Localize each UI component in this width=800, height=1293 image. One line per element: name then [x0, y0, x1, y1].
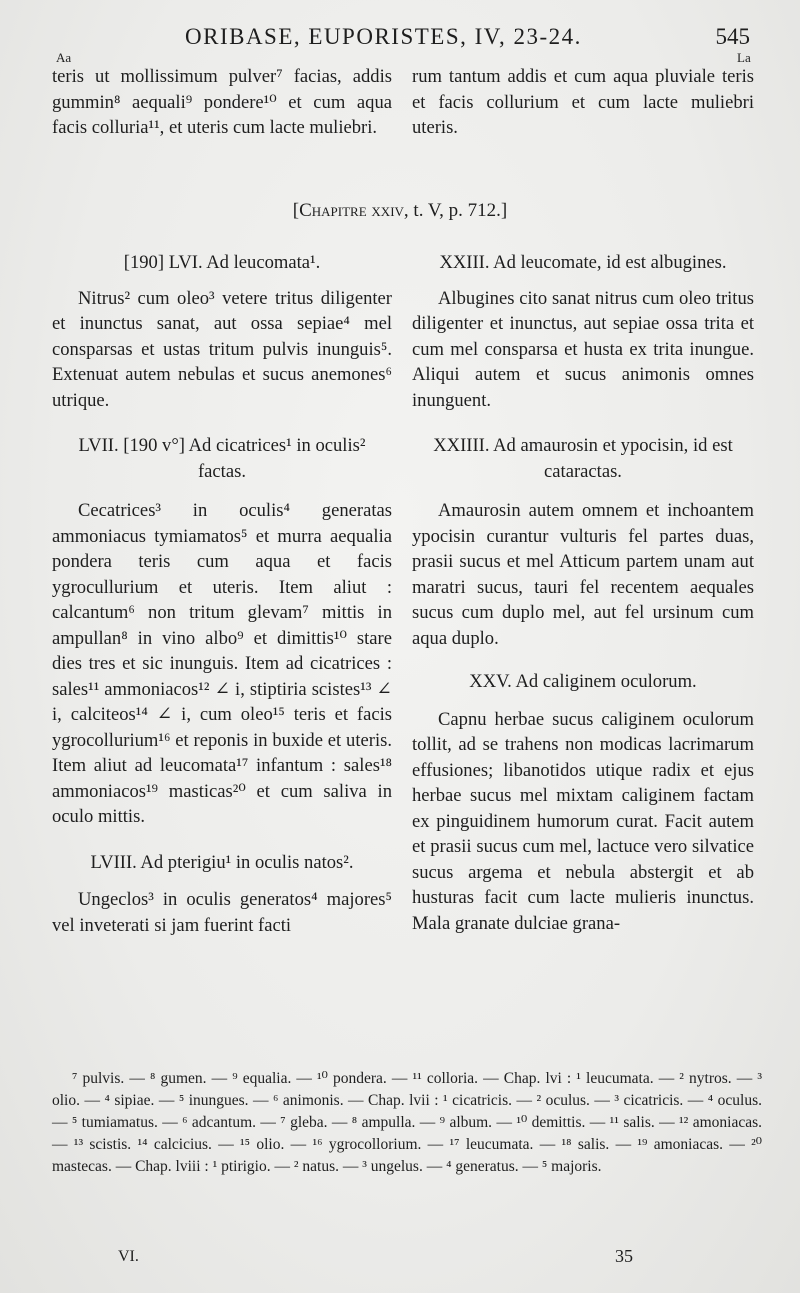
signature-mark: VI.: [118, 1248, 139, 1265]
running-head: [0, 24, 800, 54]
page-number: 545: [715, 24, 750, 49]
right-column: [412, 250, 754, 936]
chapter-reference: [Chapitre xxiv, t. V, p. 712.]: [292, 200, 508, 221]
section-heading-lvi: [190] LVI. Ad leucomata¹.: [123, 252, 321, 273]
section-heading-lvii: LVII. [190 v°] Ad cicatrices¹ in oculis² factas.: [78, 435, 366, 482]
top-left-paragraph: teris ut mollissimum pulver⁷ facias, addis gummin⁸ aequali⁹ pondere¹⁰ et cum aqua facis colluria¹¹, et uteris cum lacte muliebri.: [52, 66, 392, 138]
section-heading-xxiiii: XXIIII. Ad amaurosin et ypocisin, id est cataractas.: [433, 435, 733, 482]
footnote-text: ⁷ pulvis. — ⁸ gumen. — ⁹ equalia. — ¹⁰ pondera. — ¹¹ colloria. — Chap. lvi : ¹ leucumata. — ² nytros. — ³ olio. — ⁴ sipiae. — ⁵ inungues. — ⁶ animonis. — Chap. lvii : ¹ cicatricis. — ² oculus. — ³ cicatricis. — ⁴ oculus. — ⁵ tumiamatus. — ⁶ adcantum. — ⁷ gleba. — ⁸ ampulla. — ⁹ album. — ¹⁰ demittis. — ¹¹ salis. — ¹² amoniacas. — ¹³ scistis. ¹⁴ calcicius. — ¹⁵ olio. — ¹⁶ ygrocollorium. — ¹⁷ leucumata. — ¹⁸ salis. — ¹⁹ amoniacas. — ²⁰ mastecas. — Chap. lviii : ¹ ptirigio. — ² natus. — ³ ungelus. — ⁴ generatus. — ⁵ majoris.: [52, 1070, 762, 1175]
top-right-paragraph: rum tantum addis et cum aqua pluviale teris et facis collurium et cum lacte muliebri uteris.: [412, 66, 754, 138]
chapter-word: Chapitre xxiv: [299, 200, 404, 221]
section-text-xxiiii: Amaurosin autem omnem et inchoantem ypocisin curantur vulturis fel partes duas, prasii sucus et mel Atticum partem unam aut maratri sucus, tauri fel recentem aequales sucus cum duplo mel, aut fel ursinum cum aqua duplo.: [412, 500, 754, 649]
running-title: ORIBASE, EUPORISTES, IV, 23-24.: [185, 24, 582, 49]
section-text-lviii: Ungeclos³ in oculis generatos⁴ majores⁵ vel inveterati si jam fuerint facti: [52, 889, 392, 936]
top-left-column: [52, 64, 392, 141]
manuscript-marker-left: Aa: [56, 50, 72, 65]
section-heading-xxv: XXV. Ad caliginem oculorum.: [469, 671, 697, 692]
section-text-lvi: Nitrus² cum oleo³ vetere tritus diligenter et inunctus sanat, aut ossa sepiae⁴ mel consparsas et ustas tritum pulvis inunguis⁵. Extenuat autem nebulas et sucus anemones⁶ utrique.: [52, 287, 392, 411]
top-right-column: [412, 64, 754, 141]
manuscript-marker-right: La: [737, 50, 751, 65]
section-heading-xxiii: XXIII. Ad leucomate, id est albugines.: [439, 252, 727, 273]
section-heading-lviii: LVIII. Ad pterigiu¹ in oculis natos².: [90, 851, 354, 873]
section-text-xxv: Capnu herbae sucus caliginem oculorum tollit, ad se trahens non modicas lacrimarum effusiones; libanotidos utique radix et ejus herbae sucus mel mixtam caliginem factam ex pinguidinem humorum curat. Facit autem et prasii sucus cum mel, lactuce vero silvatice sucus argema et nebula abstergit et ab husturas facit cum lacte mulieris inunctus. Mala granate dulciae grana-: [412, 708, 754, 934]
section-text-xxiii: Albugines cito sanat nitrus cum oleo tritus diligenter et inunctus, aut sepiae ossa trita et cum mel consparsa et husta ex trita inungue. Aliqui autem et sucus animonis omnes inunguent.: [412, 287, 754, 411]
gathering-number: 35: [615, 1246, 633, 1266]
left-column: [52, 250, 392, 938]
section-text-lvii: Cecatrices³ in oculis⁴ generatas ammoniacus tymiamatos⁵ et murra aequalia pondera teris cum aqua et facis ygrocullurium et uteris. Item aliut : calcantum⁶ non tritum glevam⁷ mittis in ampullan⁸ in vino albo⁹ et dimittis¹⁰ stare dies tres et sic inunguis. Item ad cicatrices : sales¹¹ ammoniacos¹² ∠ i, stiptiria scistes¹³ ∠ i, calciteos¹⁴ ∠ i, cum oleo¹⁵ teris et facis ygrocollurium¹⁶ et reponis in buxide et uteris. Item aliut ad leucomata¹⁷ infantum : sales¹⁸ ammoniacos¹⁹ masticas²⁰ et cum saliva in oculo mittis.: [52, 500, 392, 827]
footnotes: [52, 1068, 762, 1178]
